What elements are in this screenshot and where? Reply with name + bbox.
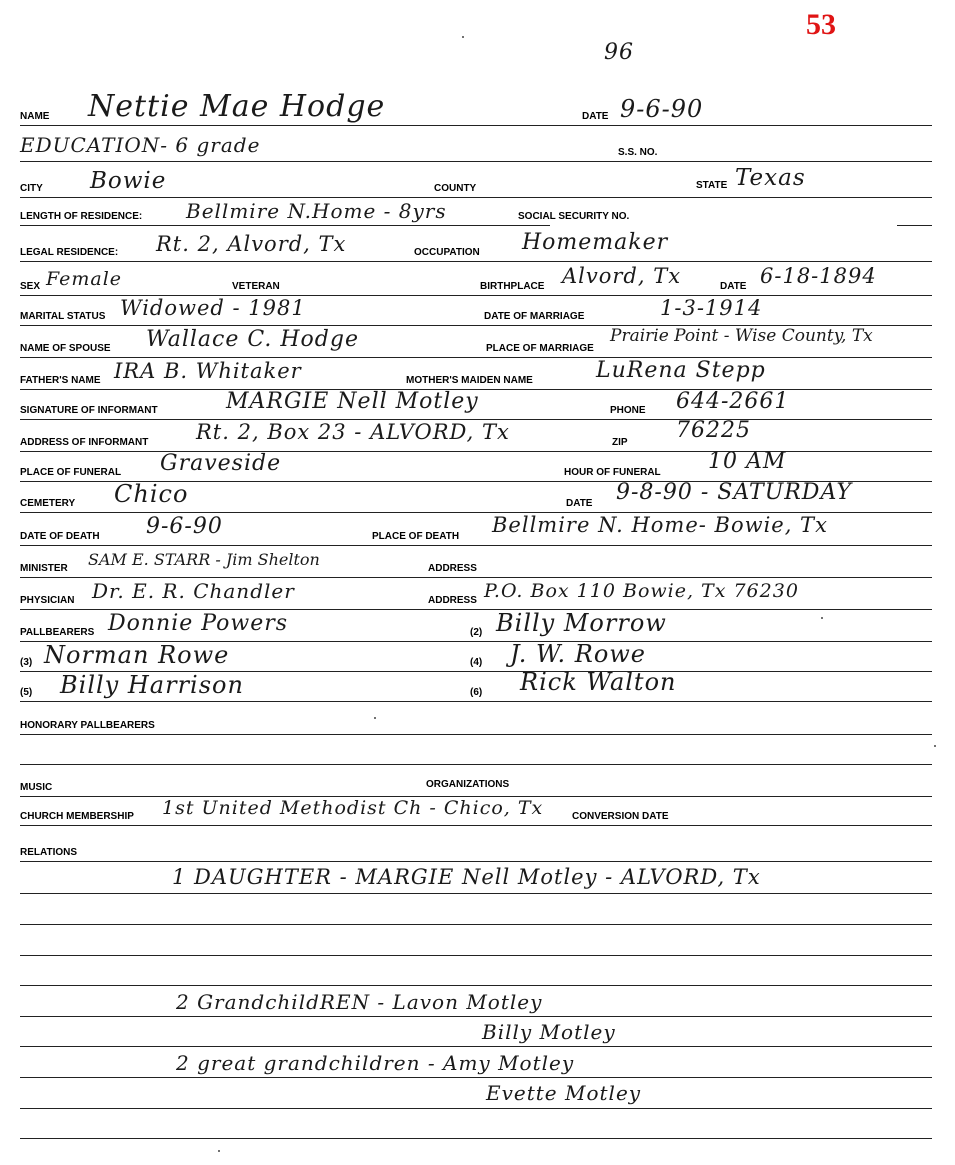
birthplace-label: BIRTHPLACE	[480, 281, 545, 292]
music-label: MUSIC	[20, 782, 53, 793]
date-of-death-label: DATE OF DEATH	[20, 531, 100, 542]
zip-value: 76225	[676, 418, 751, 443]
rule-relations-5	[20, 1016, 932, 1017]
cemetery-value: Chico	[114, 480, 189, 508]
rule-relations-2	[20, 924, 932, 925]
name-value: Nettie Mae Hodge	[88, 89, 386, 124]
name-of-spouse-value: Wallace C. Hodge	[146, 327, 359, 352]
physician-value: Dr. E. R. Chandler	[92, 579, 295, 603]
top-note: 96	[604, 40, 634, 65]
birth-date-label: DATE	[720, 281, 747, 292]
pallbearers-label: PALLBEARERS	[20, 627, 95, 638]
fathers-name-value: IRA B. Whitaker	[114, 359, 302, 383]
place-of-marriage-value: Prairie Point - Wise County, Tx	[610, 326, 873, 346]
signature-of-informant-label: SIGNATURE OF INFORMANT	[20, 405, 158, 416]
scan-speck	[462, 36, 464, 38]
date-of-marriage-label: DATE OF MARRIAGE	[484, 311, 585, 322]
rule-relations-4	[20, 985, 932, 986]
rule-name	[20, 125, 932, 126]
rule-relations-3	[20, 955, 932, 956]
rule-relations-1	[20, 893, 932, 894]
place-of-funeral-value: Graveside	[160, 451, 282, 476]
length-of-residence-value: Bellmire N.Home - 8yrs	[186, 199, 447, 223]
cemetery-label: CEMETERY	[20, 498, 76, 509]
phone-label: PHONE	[610, 405, 646, 416]
veteran-label: VETERAN	[232, 281, 280, 292]
hour-of-funeral-label: HOUR OF FUNERAL	[564, 467, 661, 478]
rule-relations-7	[20, 1077, 932, 1078]
rule-church	[20, 825, 932, 826]
address-of-informant-value: Rt. 2, Box 23 - ALVORD, Tx	[196, 420, 510, 444]
rule-address-informant	[20, 451, 932, 452]
organizations-label: ORGANIZATIONS	[426, 779, 510, 790]
rule-honorary-1	[20, 734, 932, 735]
rule-education	[20, 161, 932, 162]
rule-spouse	[20, 357, 932, 358]
sex-value: Female	[46, 268, 123, 290]
scan-speck	[934, 745, 936, 747]
pallbearer-2-value: Billy Morrow	[496, 609, 667, 637]
mothers-maiden-name-label: MOTHER'S MAIDEN NAME	[406, 375, 533, 386]
church-membership-label: CHURCH MEMBERSHIP	[20, 811, 134, 822]
relations-line: Billy Motley	[482, 1020, 616, 1044]
scan-speck	[218, 1150, 220, 1152]
rule-relations-9	[20, 1138, 932, 1139]
rule-relations-8	[20, 1108, 932, 1109]
rule-residence	[20, 225, 550, 226]
marital-status-label: MARITAL STATUS	[20, 311, 106, 322]
honorary-pallbearers-label: HONORARY PALLBEARERS	[20, 720, 155, 731]
phone-value: 644-2661	[676, 389, 790, 414]
pallbearer-4-value: J. W. Rowe	[510, 640, 647, 668]
pallbearer-1-value: Donnie Powers	[108, 611, 289, 636]
rule-honorary-2	[20, 764, 932, 765]
funeral-date-label: DATE	[566, 498, 593, 509]
rule-legal	[20, 261, 932, 262]
city-label: CITY	[20, 183, 43, 194]
conversion-date-label: CONVERSION DATE	[572, 811, 669, 822]
date-value: 9-6-90	[620, 95, 704, 123]
social-security-no-label: SOCIAL SECURITY NO.	[518, 211, 630, 222]
place-of-death-value: Bellmire N. Home- Bowie, Tx	[492, 513, 828, 537]
place-of-death-label: PLACE OF DEATH	[372, 531, 460, 542]
city-value: Bowie	[90, 168, 167, 194]
pallbearer-5-label: (5)	[20, 687, 33, 698]
place-of-marriage-label: PLACE OF MARRIAGE	[486, 343, 594, 354]
name-of-spouse-label: NAME OF SPOUSE	[20, 343, 111, 354]
funeral-date-value: 9-8-90 - SATURDAY	[616, 480, 852, 505]
page-number: 53	[806, 8, 836, 41]
minister-value: SAM E. STARR - Jim Shelton	[88, 550, 320, 569]
legal-residence-label: LEGAL RESIDENCE:	[20, 247, 119, 258]
relations-line: 1 DAUGHTER - MARGIE Nell Motley - ALVORD, Tx	[172, 865, 761, 889]
state-value: Texas	[735, 165, 806, 191]
date-of-marriage-value: 1-3-1914	[660, 296, 763, 320]
date-label: DATE	[582, 111, 609, 122]
birth-date-value: 6-18-1894	[760, 264, 877, 288]
pallbearer-2-label: (2)	[470, 627, 483, 638]
place-of-funeral-label: PLACE OF FUNERAL	[20, 467, 122, 478]
relations-label: RELATIONS	[20, 847, 78, 858]
rule-relations-head	[20, 861, 932, 862]
ss-no-label: S.S. NO.	[618, 147, 658, 158]
relations-line: Evette Motley	[486, 1081, 642, 1105]
sex-label: SEX	[20, 281, 41, 292]
state-label: STATE	[696, 180, 728, 191]
birthplace-value: Alvord, Tx	[562, 264, 682, 288]
rule-city	[20, 197, 932, 198]
marital-status-value: Widowed - 1981	[120, 296, 306, 320]
pallbearer-6-value: Rick Walton	[520, 668, 677, 696]
pallbearer-3-label: (3)	[20, 657, 33, 668]
physician-address-value: P.O. Box 110 Bowie, Tx 76230	[484, 580, 799, 602]
scan-speck	[374, 717, 376, 719]
mothers-maiden-name-value: LuRena Stepp	[596, 358, 766, 383]
rule-physician	[20, 609, 932, 610]
rule-minister	[20, 577, 932, 578]
minister-address-label: ADDRESS	[428, 563, 477, 574]
physician-label: PHYSICIAN	[20, 595, 75, 606]
zip-label: ZIP	[612, 437, 628, 448]
rule-residence-end	[897, 225, 932, 226]
minister-label: MINISTER	[20, 563, 68, 574]
physician-address-label: ADDRESS	[428, 595, 477, 606]
scan-speck	[821, 617, 823, 619]
address-of-informant-label: ADDRESS OF INFORMANT	[20, 437, 149, 448]
relations-line: 2 GrandchildREN - Lavon Motley	[176, 990, 543, 1014]
church-membership-value: 1st United Methodist Ch - Chico, Tx	[162, 797, 544, 819]
education-value: EDUCATION- 6 grade	[20, 133, 261, 157]
date-of-death-value: 9-6-90	[146, 514, 223, 539]
name-label: NAME	[20, 111, 50, 122]
county-label: COUNTY	[434, 183, 477, 194]
pallbearer-6-label: (6)	[470, 687, 483, 698]
pallbearer-3-value: Norman Rowe	[44, 641, 230, 669]
fathers-name-label: FATHER'S NAME	[20, 375, 101, 386]
pallbearer-5-value: Billy Harrison	[60, 671, 244, 699]
legal-residence-value: Rt. 2, Alvord, Tx	[156, 232, 347, 256]
rule-pallbearers-3	[20, 701, 932, 702]
occupation-label: OCCUPATION	[414, 247, 480, 258]
occupation-value: Homemaker	[522, 230, 669, 255]
rule-relations-6	[20, 1046, 932, 1047]
hour-of-funeral-value: 10 AM	[708, 449, 787, 474]
relations-line: 2 great grandchildren - Amy Motley	[176, 1051, 575, 1075]
signature-of-informant-value: MARGIE Nell Motley	[226, 389, 479, 414]
pallbearer-4-label: (4)	[470, 657, 483, 668]
length-of-residence-label: LENGTH OF RESIDENCE:	[20, 211, 143, 222]
rule-death	[20, 545, 932, 546]
